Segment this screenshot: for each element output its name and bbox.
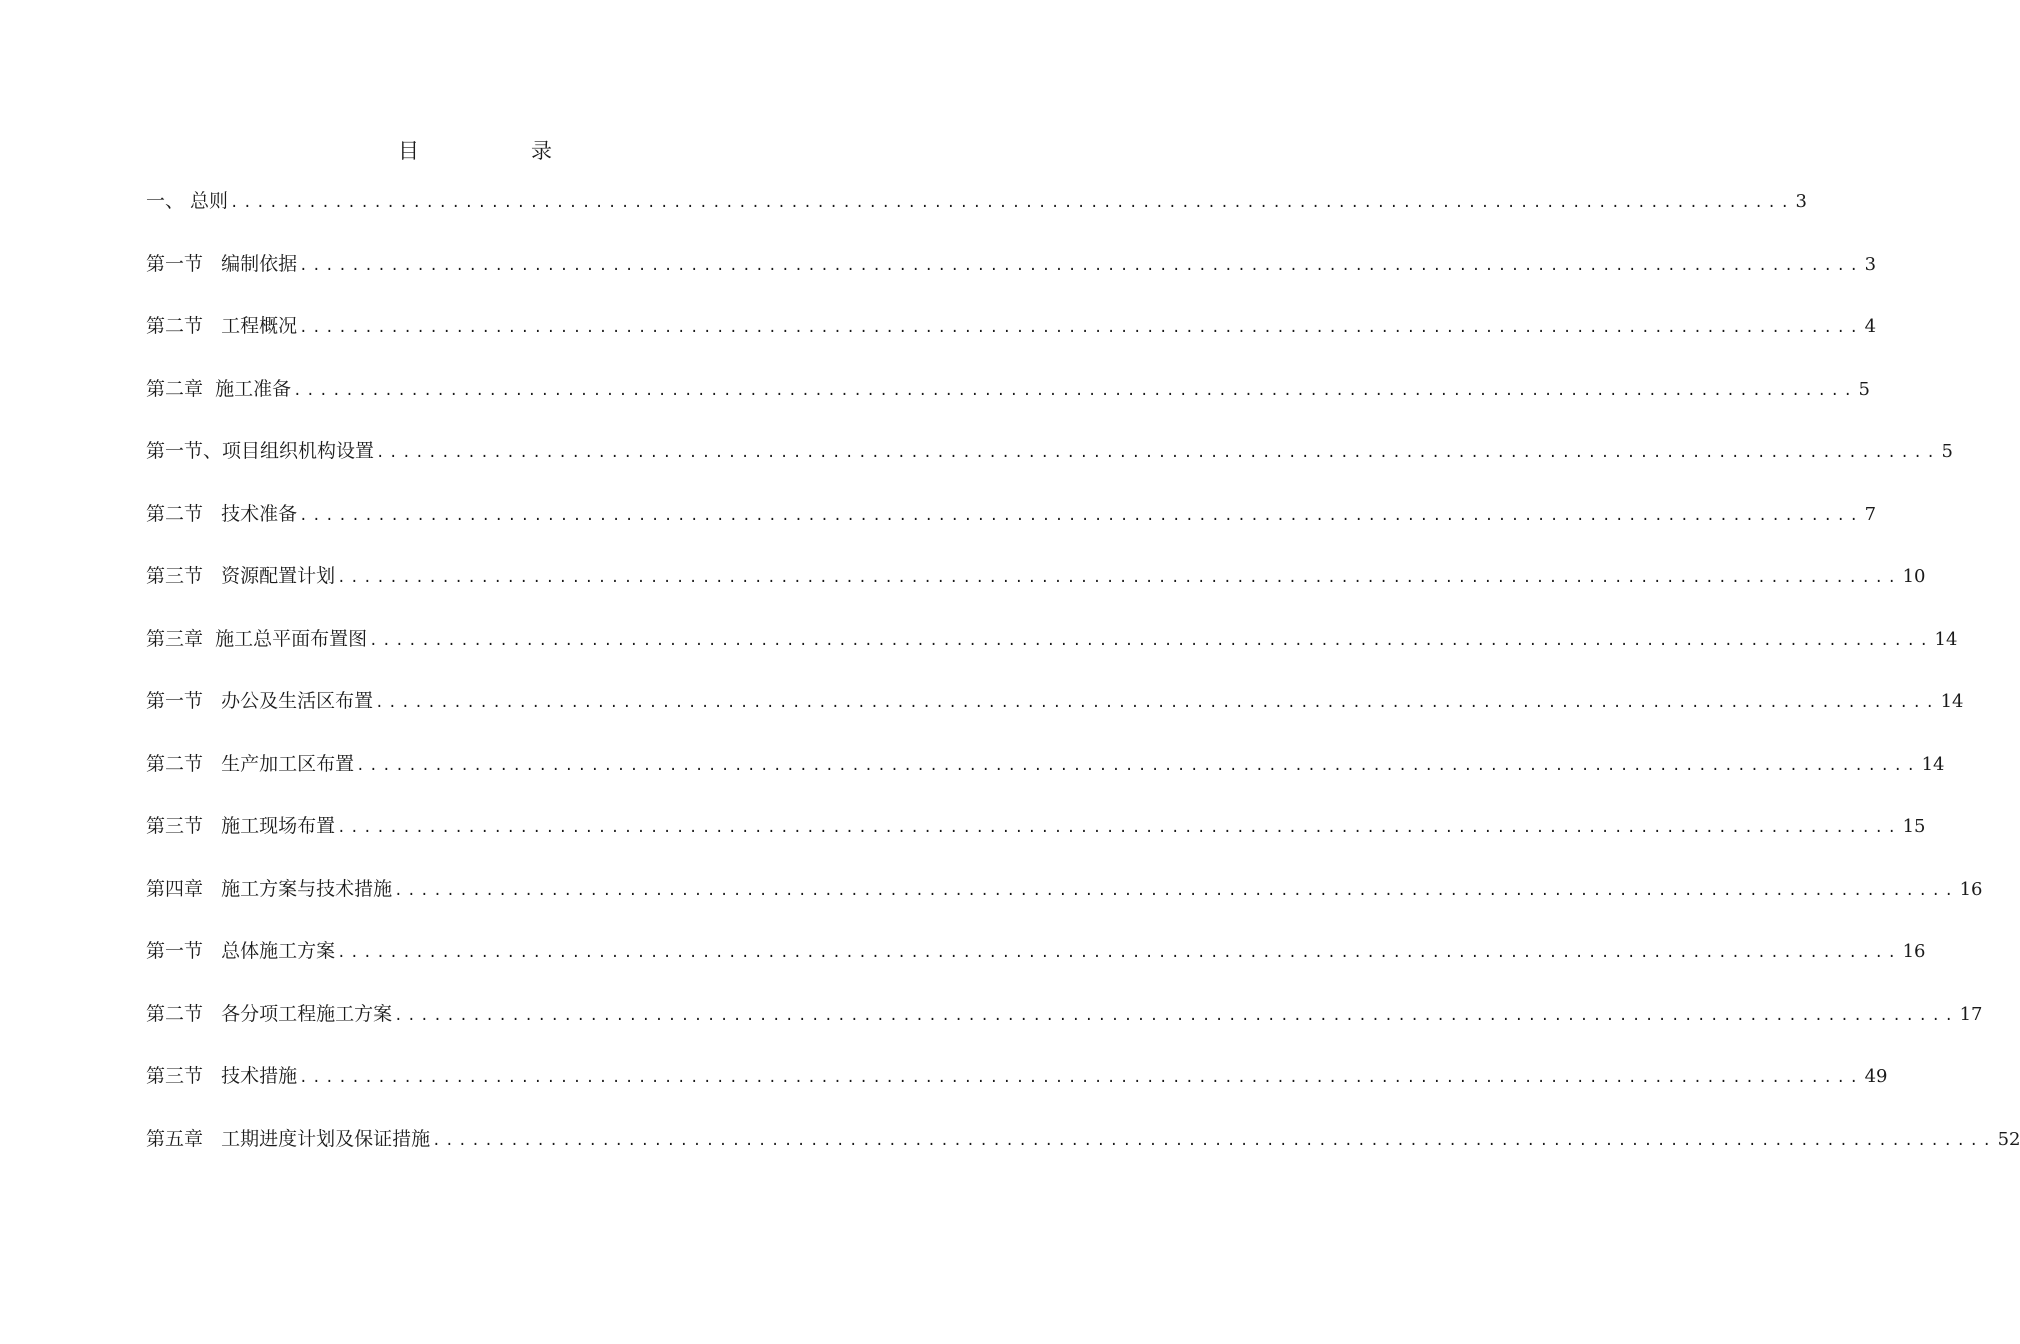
toc-leader-dots: ........................................................................................................................ — [230, 195, 1794, 211]
toc-entry[interactable] — [146, 186, 1807, 249]
toc-entry[interactable] — [146, 499, 1877, 562]
toc-entry-page: 10 — [1902, 566, 1926, 587]
toc-leader-dots: ........................................................................................................................ — [337, 820, 1901, 836]
toc-leader-dots: ........................................................................................................................ — [394, 1007, 1958, 1024]
toc-entry-label: 第三节 施工现场布置 — [146, 815, 336, 837]
toc-entry-label: 第二章 施工准备 — [146, 377, 292, 400]
toc-entry-label: 第一节 总体施工方案 — [146, 940, 336, 962]
toc-entry[interactable] — [146, 1124, 2020, 1187]
toc-entry[interactable] — [146, 874, 1983, 937]
toc-leader-dots: ........................................................................................................................ — [299, 320, 1863, 336]
toc-entry-page: 3 — [1795, 191, 1807, 212]
toc-entry[interactable] — [146, 624, 1958, 687]
toc-leader-dots: ........................................................................................................................ — [337, 945, 1901, 961]
toc-leader-dots: ........................................................................................................................ — [299, 257, 1863, 274]
toc-leader-dots: ........................................................................................................................ — [376, 445, 1940, 461]
toc-leader-dots: ........................................................................................................................ — [375, 695, 1939, 711]
toc-entry[interactable] — [146, 936, 1926, 999]
toc-entry-page: 14 — [1940, 691, 1964, 712]
toc-leader-dots: ........................................................................................................................ — [299, 1070, 1863, 1086]
toc-heading-left: 目 — [398, 139, 419, 163]
toc-leader-dots: ........................................................................................................................ — [293, 382, 1857, 399]
toc-leader-dots: ........................................................................................................................ — [356, 757, 1920, 774]
toc-entry-page: 5 — [1941, 441, 1953, 462]
toc-entry-label: 第一节 办公及生活区布置 — [146, 690, 374, 712]
toc-entry-page: 14 — [1934, 628, 1958, 650]
toc-entry-page: 5 — [1858, 378, 1870, 400]
toc-entry-page: 49 — [1864, 1066, 1888, 1087]
toc-leader-dots: ........................................................................................................................ — [337, 570, 1901, 586]
toc-leader-dots: ........................................................................................................................ — [432, 1132, 1996, 1149]
toc-entry-label: 第二节 各分项工程施工方案 — [146, 1002, 393, 1025]
toc-entry[interactable] — [146, 561, 1926, 624]
toc-entry-label: 第二节 工程概况 — [146, 315, 298, 337]
toc-entry-label: 第三节 资源配置计划 — [146, 565, 336, 587]
toc-entry-label: 第二节 技术准备 — [146, 502, 298, 525]
toc-entry-label: 第五章 工期进度计划及保证措施 — [146, 1127, 431, 1150]
toc-entry[interactable] — [146, 311, 1877, 374]
toc-leader-dots: ........................................................................................................................ — [369, 632, 1933, 649]
toc-entry-page: 17 — [1959, 1003, 1983, 1025]
toc-entry[interactable] — [146, 1061, 1888, 1124]
toc-entry-label: 第一节 编制依据 — [146, 252, 298, 275]
toc-entry-page: 7 — [1864, 503, 1877, 525]
toc-entry-page: 15 — [1902, 816, 1926, 837]
table-of-contents — [146, 186, 2020, 1186]
toc-entry[interactable] — [146, 811, 1926, 874]
toc-entry-page: 16 — [1902, 941, 1926, 962]
toc-entry-label: 第三节 技术措施 — [146, 1065, 298, 1087]
toc-entry-label: 一、 总则 — [146, 190, 229, 212]
toc-entry[interactable] — [146, 749, 1945, 812]
toc-entry[interactable] — [146, 374, 1870, 437]
toc-entry[interactable] — [146, 999, 1983, 1062]
toc-entry-label: 第四章 施工方案与技术措施 — [146, 877, 393, 900]
toc-entry[interactable] — [146, 249, 1877, 312]
toc-heading-right: 录 — [531, 139, 552, 163]
toc-heading — [0, 136, 950, 166]
toc-entry[interactable] — [146, 436, 1953, 499]
toc-leader-dots: ........................................................................................................................ — [394, 882, 1958, 899]
toc-entry-page: 4 — [1864, 316, 1877, 337]
toc-entry-page: 52 — [1997, 1128, 2020, 1150]
toc-entry-label: 第二节 生产加工区布置 — [146, 752, 355, 775]
toc-entry-label: 第一节、项目组织机构设置 — [146, 440, 375, 462]
toc-entry-page: 16 — [1959, 878, 1983, 900]
toc-entry-page: 14 — [1921, 753, 1945, 775]
toc-entry[interactable] — [146, 686, 1964, 749]
toc-entry-label: 第三章 施工总平面布置图 — [146, 627, 368, 650]
toc-leader-dots: ........................................................................................................................ — [299, 507, 1863, 524]
toc-entry-page: 3 — [1864, 253, 1877, 275]
